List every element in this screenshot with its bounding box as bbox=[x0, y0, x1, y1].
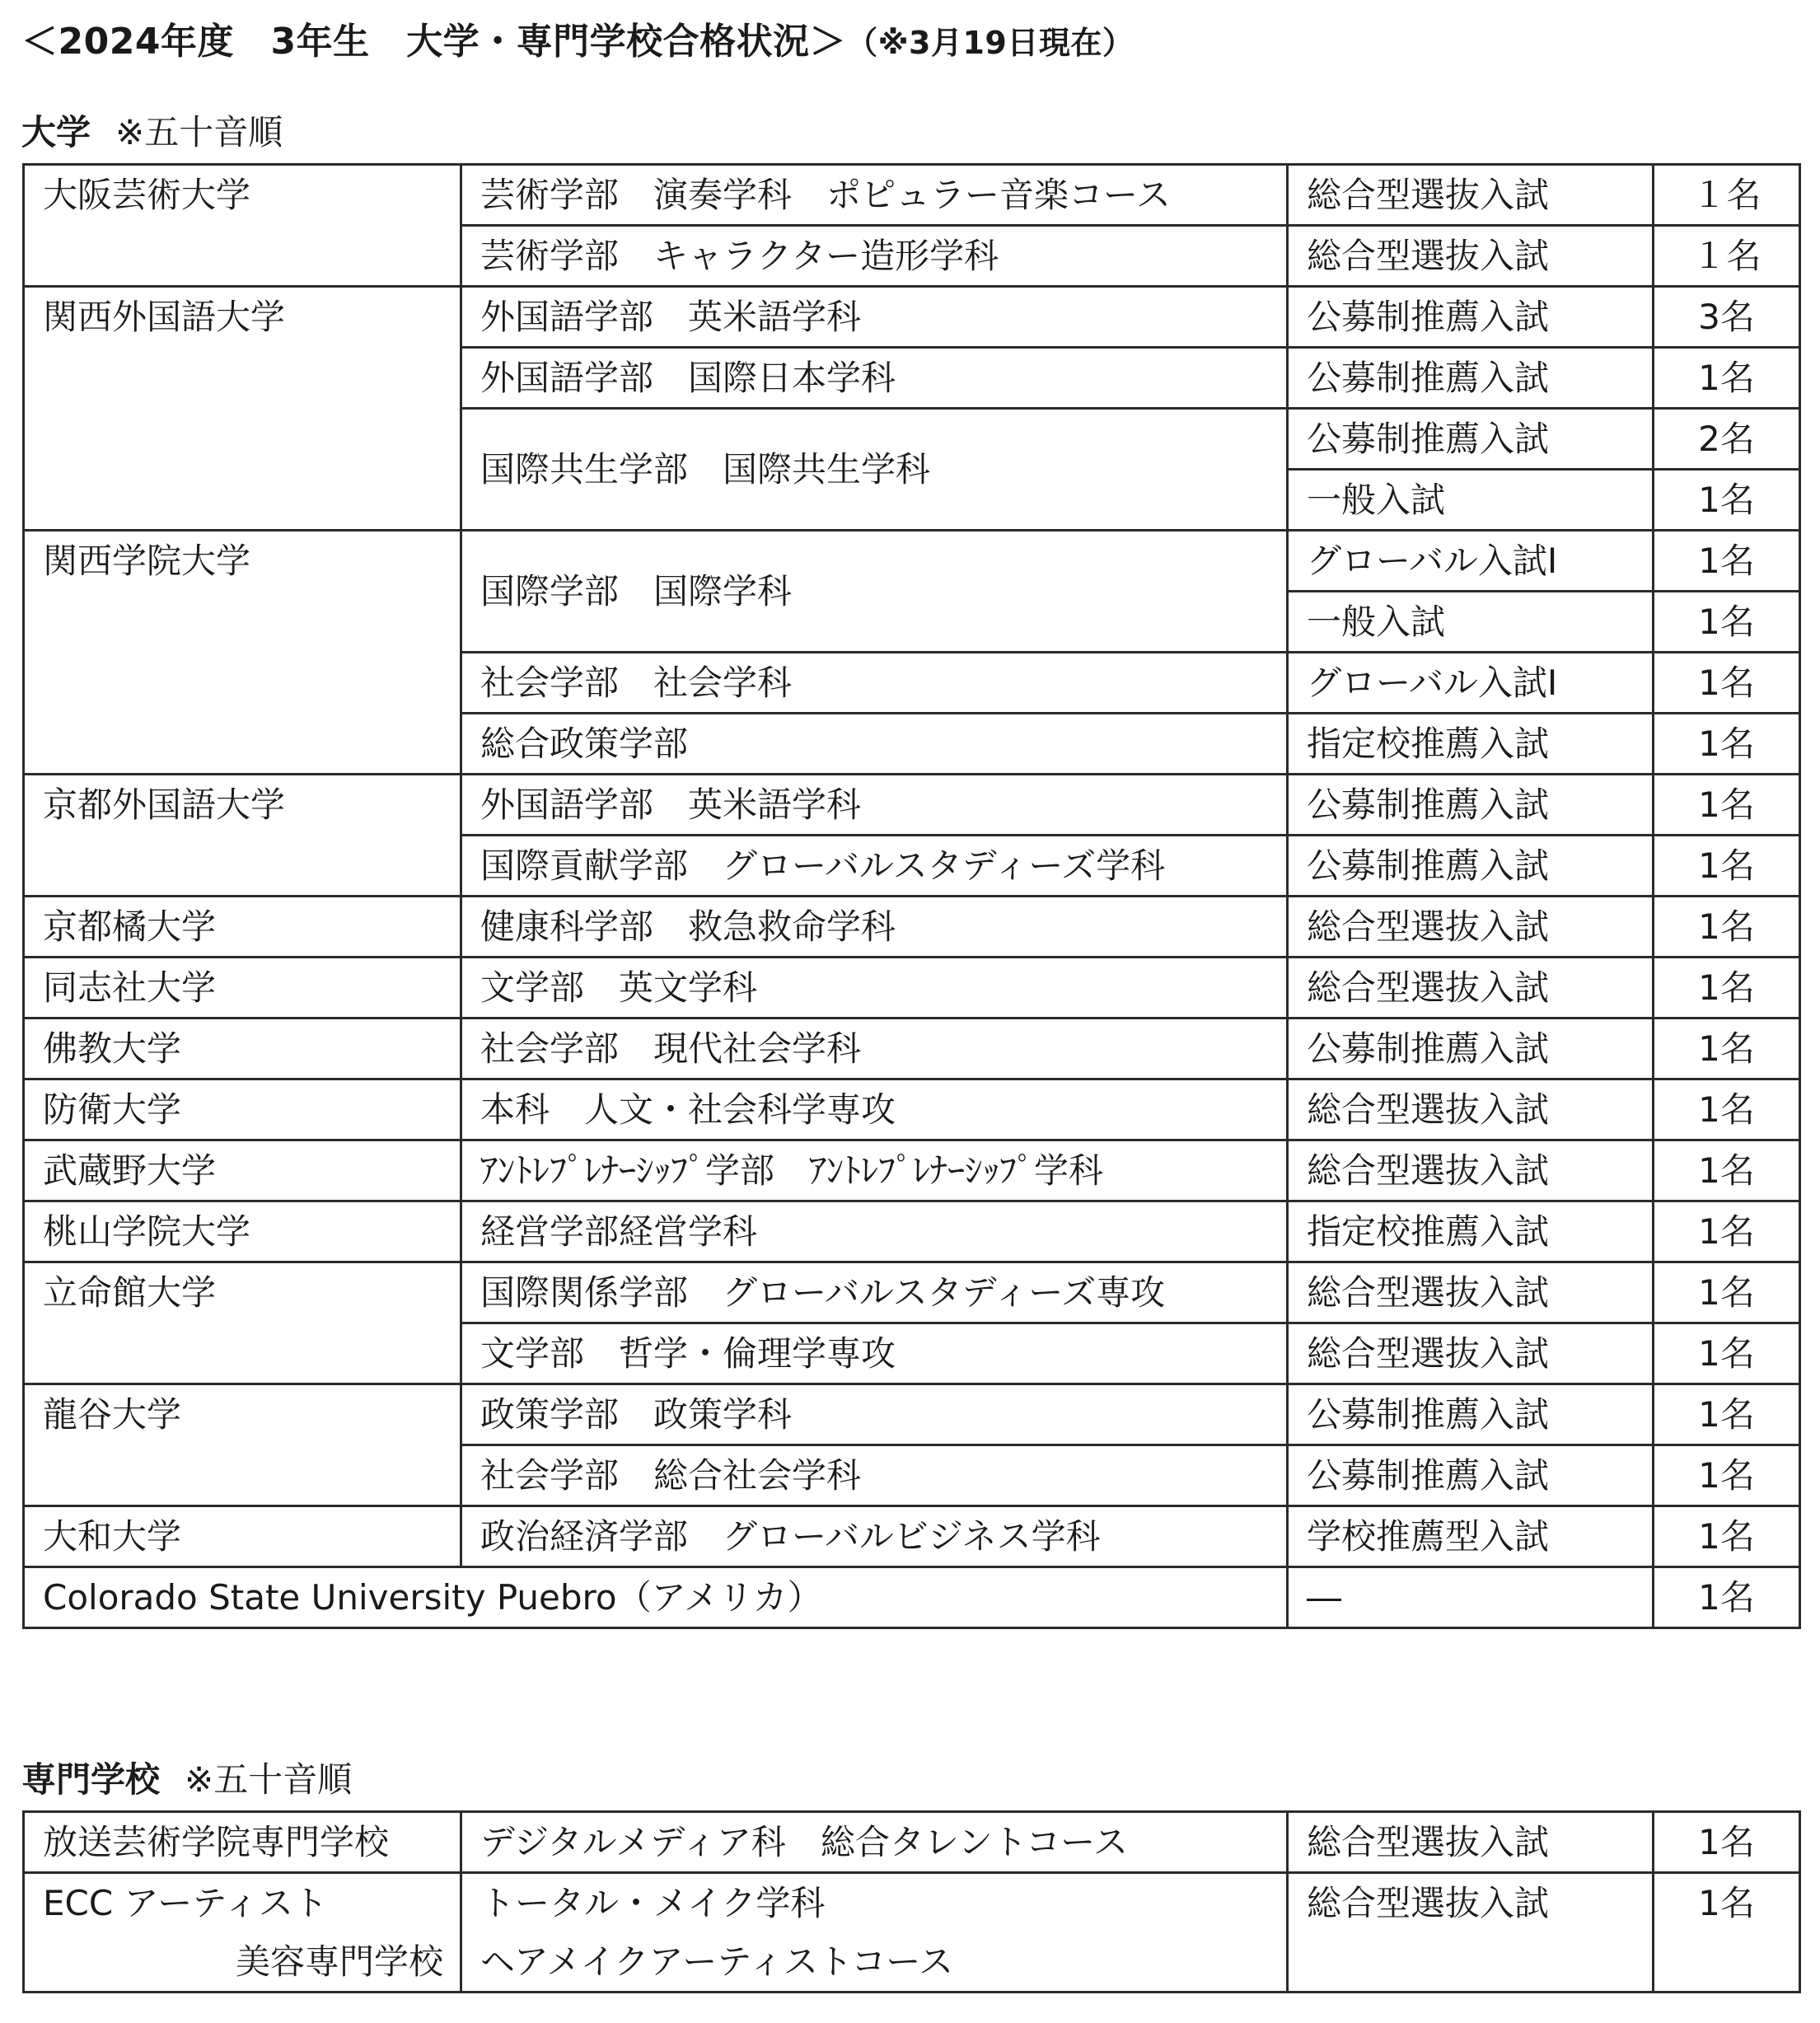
count-cell: 1名 bbox=[1654, 531, 1800, 592]
count-cell: １名 bbox=[1654, 226, 1800, 287]
vocational-sort-note: ※五十音順 bbox=[185, 1759, 353, 1800]
count-cell: 1名 bbox=[1654, 1445, 1800, 1506]
count-cell: 1名 bbox=[1654, 1384, 1800, 1445]
count-cell: 2名 bbox=[1654, 409, 1800, 470]
method-cell: ― bbox=[1288, 1567, 1654, 1628]
method-cell: 指定校推薦入試 bbox=[1288, 1201, 1654, 1262]
count-cell: 1名 bbox=[1654, 1140, 1800, 1201]
table-row bbox=[24, 1019, 1800, 1079]
title-date: （※3月19日現在） bbox=[846, 25, 1135, 61]
count-cell: 1名 bbox=[1654, 1873, 1800, 1993]
table-row bbox=[24, 165, 1800, 226]
count-cell: 1名 bbox=[1654, 714, 1800, 775]
table-row bbox=[24, 1873, 1800, 1993]
vocational-results-table bbox=[22, 1810, 1801, 1993]
method-cell: 総合型選抜入試 bbox=[1288, 226, 1654, 287]
method-cell: 総合型選抜入試 bbox=[1288, 1079, 1654, 1140]
university-results-table bbox=[22, 163, 1801, 1629]
table-row bbox=[24, 1567, 1800, 1628]
faculty-line2: ヘアメイクアーティストコース bbox=[480, 1941, 954, 1982]
faculty-cell: 国際関係学部 グローバルスタディーズ専攻 bbox=[461, 1262, 1288, 1323]
method-cell: グローバル入試Ⅰ bbox=[1288, 653, 1654, 714]
faculty-cell: 経営学部経営学科 bbox=[461, 1201, 1288, 1262]
faculty-cell: 国際貢献学部 グローバルスタディーズ学科 bbox=[461, 836, 1288, 897]
faculty-cell: ｱﾝﾄﾚﾌﾟﾚﾅｰｼｯﾌﾟ学部 ｱﾝﾄﾚﾌﾟﾚﾅｰｼｯﾌﾟ学科 bbox=[461, 1140, 1288, 1201]
school-cell: 同志社大学 bbox=[24, 958, 461, 1019]
count-cell: 1名 bbox=[1654, 1506, 1800, 1567]
count-cell: 1名 bbox=[1654, 1323, 1800, 1384]
count-cell: 1名 bbox=[1654, 1262, 1800, 1323]
faculty-cell: 文学部 英文学科 bbox=[461, 958, 1288, 1019]
table-row bbox=[24, 1506, 1800, 1567]
faculty-cell: 芸術学部 キャラクター造形学科 bbox=[461, 226, 1288, 287]
method-cell: 総合型選抜入試 bbox=[1288, 958, 1654, 1019]
university-sort-note: ※五十音順 bbox=[115, 112, 283, 152]
method-cell: 公募制推薦入試 bbox=[1288, 1019, 1654, 1079]
school-cell: 武蔵野大学 bbox=[24, 1140, 461, 1201]
school-cell: 関西外国語大学 bbox=[24, 287, 461, 531]
school-name-line1: ECC アーティスト bbox=[43, 1883, 328, 1923]
table-row bbox=[24, 1079, 1800, 1140]
method-cell: 公募制推薦入試 bbox=[1288, 348, 1654, 409]
method-cell: 学校推薦型入試 bbox=[1288, 1506, 1654, 1567]
method-cell: 公募制推薦入試 bbox=[1288, 775, 1654, 836]
school-name-line2: 美容専門学校 bbox=[235, 1941, 443, 1982]
method-cell: 一般入試 bbox=[1288, 470, 1654, 531]
faculty-cell: 芸術学部 演奏学科 ポピュラー音楽コース bbox=[461, 165, 1288, 226]
school-cell: 京都橘大学 bbox=[24, 897, 461, 958]
table-row bbox=[24, 958, 1800, 1019]
method-cell: 公募制推薦入試 bbox=[1288, 836, 1654, 897]
faculty-cell: 外国語学部 国際日本学科 bbox=[461, 348, 1288, 409]
method-cell: 総合型選抜入試 bbox=[1288, 1323, 1654, 1384]
faculty-line1: トータル・メイク学科 bbox=[480, 1883, 826, 1923]
university-section-heading bbox=[21, 105, 283, 155]
method-cell: 公募制推薦入試 bbox=[1288, 409, 1654, 470]
title-text: ＜2024年度 3年生 大学・専門学校合格状況＞ bbox=[21, 21, 847, 63]
university-heading: 大学 bbox=[21, 112, 91, 152]
school-cell: 立命館大学 bbox=[24, 1262, 461, 1384]
faculty-cell: 健康科学部 救急救命学科 bbox=[461, 897, 1288, 958]
method-cell: 公募制推薦入試 bbox=[1288, 1445, 1654, 1506]
faculty-cell: 社会学部 現代社会学科 bbox=[461, 1019, 1288, 1079]
method-cell: 総合型選抜入試 bbox=[1288, 1873, 1654, 1993]
table-row bbox=[24, 1201, 1800, 1262]
count-cell: 1名 bbox=[1654, 958, 1800, 1019]
count-cell: 1名 bbox=[1654, 653, 1800, 714]
faculty-cell: 国際学部 国際学科 bbox=[461, 531, 1288, 653]
count-cell: 3名 bbox=[1654, 287, 1800, 348]
faculty-cell: 社会学部 社会学科 bbox=[461, 653, 1288, 714]
count-cell: 1名 bbox=[1654, 1567, 1800, 1628]
method-cell: 総合型選抜入試 bbox=[1288, 897, 1654, 958]
school-cell: 防衛大学 bbox=[24, 1079, 461, 1140]
method-cell: グローバル入試Ⅰ bbox=[1288, 531, 1654, 592]
faculty-cell: 政治経済学部 グローバルビジネス学科 bbox=[461, 1506, 1288, 1567]
method-cell: 公募制推薦入試 bbox=[1288, 1384, 1654, 1445]
table-row bbox=[24, 1812, 1800, 1873]
table-row bbox=[24, 287, 1800, 348]
school-cell: 関西学院大学 bbox=[24, 531, 461, 775]
faculty-cell: 総合政策学部 bbox=[461, 714, 1288, 775]
count-cell: 1名 bbox=[1654, 775, 1800, 836]
count-cell: 1名 bbox=[1654, 348, 1800, 409]
table-row bbox=[24, 1140, 1800, 1201]
table-row bbox=[24, 1262, 1800, 1323]
school-cell: 龍谷大学 bbox=[24, 1384, 461, 1506]
school-cell: 大和大学 bbox=[24, 1506, 461, 1567]
vocational-section-heading bbox=[21, 1753, 352, 1802]
table-row bbox=[24, 1384, 1800, 1445]
method-cell: 指定校推薦入試 bbox=[1288, 714, 1654, 775]
faculty-cell bbox=[461, 1873, 1288, 1993]
school-cell: Colorado State University Puebro（アメリカ） bbox=[24, 1567, 1288, 1628]
faculty-cell: 文学部 哲学・倫理学専攻 bbox=[461, 1323, 1288, 1384]
school-cell: 京都外国語大学 bbox=[24, 775, 461, 897]
faculty-cell: 社会学部 総合社会学科 bbox=[461, 1445, 1288, 1506]
school-cell: 佛教大学 bbox=[24, 1019, 461, 1079]
method-cell: 総合型選抜入試 bbox=[1288, 1812, 1654, 1873]
method-cell: 公募制推薦入試 bbox=[1288, 287, 1654, 348]
count-cell: 1名 bbox=[1654, 470, 1800, 531]
method-cell: 一般入試 bbox=[1288, 592, 1654, 653]
vocational-heading: 専門学校 bbox=[21, 1759, 161, 1800]
count-cell: 1名 bbox=[1654, 592, 1800, 653]
faculty-cell: 国際共生学部 国際共生学科 bbox=[461, 409, 1288, 531]
count-cell: 1名 bbox=[1654, 1812, 1800, 1873]
school-cell: 桃山学院大学 bbox=[24, 1201, 461, 1262]
page-title bbox=[21, 12, 1134, 64]
count-cell: 1名 bbox=[1654, 836, 1800, 897]
school-cell: 大阪芸術大学 bbox=[24, 165, 461, 287]
faculty-cell: デジタルメディア科 総合タレントコース bbox=[461, 1812, 1288, 1873]
method-cell: 総合型選抜入試 bbox=[1288, 1140, 1654, 1201]
method-cell: 総合型選抜入試 bbox=[1288, 165, 1654, 226]
faculty-cell: 政策学部 政策学科 bbox=[461, 1384, 1288, 1445]
method-cell: 総合型選抜入試 bbox=[1288, 1262, 1654, 1323]
table-row bbox=[24, 531, 1800, 592]
count-cell: 1名 bbox=[1654, 1201, 1800, 1262]
table-row bbox=[24, 897, 1800, 958]
count-cell: １名 bbox=[1654, 165, 1800, 226]
count-cell: 1名 bbox=[1654, 1019, 1800, 1079]
table-row bbox=[24, 775, 1800, 836]
school-cell bbox=[24, 1873, 461, 1993]
count-cell: 1名 bbox=[1654, 1079, 1800, 1140]
faculty-cell: 外国語学部 英米語学科 bbox=[461, 775, 1288, 836]
school-cell: 放送芸術学院専門学校 bbox=[24, 1812, 461, 1873]
faculty-cell: 本科 人文・社会科学専攻 bbox=[461, 1079, 1288, 1140]
count-cell: 1名 bbox=[1654, 897, 1800, 958]
faculty-cell: 外国語学部 英米語学科 bbox=[461, 287, 1288, 348]
